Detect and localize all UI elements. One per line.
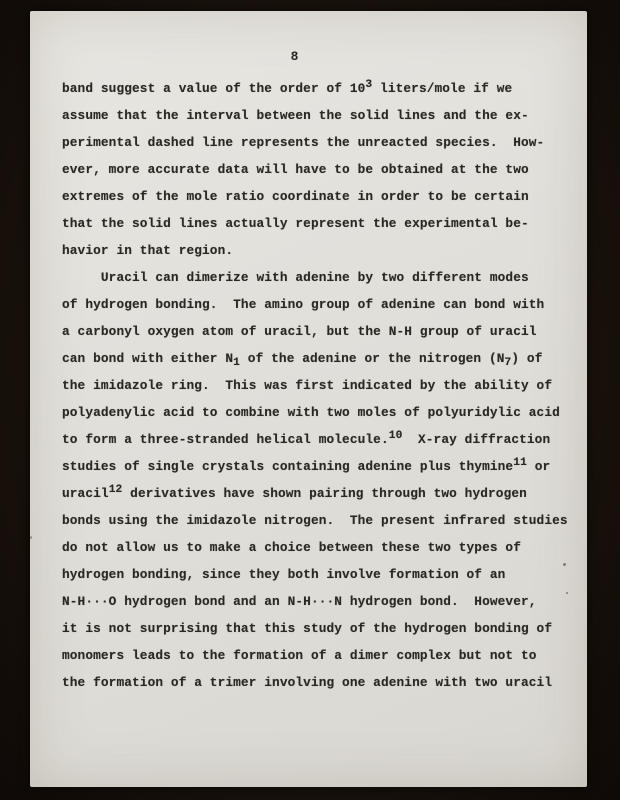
scan-speck xyxy=(30,536,32,539)
typed-line: can bond with either N1 of the adenine or the nitrogen (N7) of xyxy=(62,351,543,370)
page-number: 8 xyxy=(290,49,299,64)
typed-line: of hydrogen bonding. The amino group of adenine can bond with xyxy=(62,297,545,312)
typed-line: N-H···O hydrogen bond and an N-H···N hydrogen bond. However, xyxy=(62,594,537,609)
typed-line: polyadenylic acid to combine with two moles of polyuridylic acid xyxy=(62,405,560,420)
typed-line: havior in that region. xyxy=(62,243,234,258)
scan-speck xyxy=(563,563,566,566)
superscript: 3 xyxy=(365,78,373,91)
typed-line: uracil12 derivatives have shown pairing through two hydrogen xyxy=(62,483,527,501)
page-text xyxy=(62,75,577,696)
typed-line: the imidazole ring. This was first indicated by the ability of xyxy=(62,378,553,393)
typed-line: hydrogen bonding, since they both involve formation of an xyxy=(62,567,506,582)
superscript: 10 xyxy=(388,429,403,442)
typed-line: bonds using the imidazole nitrogen. The present infrared studies xyxy=(62,513,568,528)
typed-line: a carbonyl oxygen atom of uracil, but the N-H group of uracil xyxy=(62,324,537,339)
typed-line: studies of single crystals containing adenine plus thymine11 or xyxy=(62,456,551,474)
typed-line: the formation of a trimer involving one adenine with two uracil xyxy=(62,675,553,690)
typed-line: assume that the interval between the solid lines and the ex- xyxy=(62,108,529,123)
scan-speck xyxy=(566,592,568,594)
subscript: 1 xyxy=(233,357,241,370)
typed-line: ever, more accurate data will have to be obtained at the two xyxy=(62,162,529,177)
superscript: 11 xyxy=(513,456,527,469)
typed-line: perimental dashed line represents the unreacted species. How- xyxy=(62,135,545,150)
typed-line: band suggest a value of the order of 103 liters/mole if we xyxy=(62,78,513,96)
typed-line: it is not surprising that this study of the hydrogen bonding of xyxy=(62,621,553,636)
typed-line: that the solid lines actually represent the experimental be- xyxy=(62,216,529,231)
typed-line: to form a three-stranded helical molecule.10 X-ray diffraction xyxy=(62,429,551,447)
subscript: 7 xyxy=(504,357,512,370)
document-page xyxy=(30,11,587,787)
typed-line: do not allow us to make a choice between these two types of xyxy=(62,540,521,555)
typed-line: extremes of the mole ratio coordinate in order to be certain xyxy=(62,189,529,204)
typed-line: Uracil can dimerize with adenine by two different modes xyxy=(62,270,529,285)
superscript: 12 xyxy=(108,483,123,496)
typed-line: monomers leads to the formation of a dimer complex but not to xyxy=(62,648,537,663)
